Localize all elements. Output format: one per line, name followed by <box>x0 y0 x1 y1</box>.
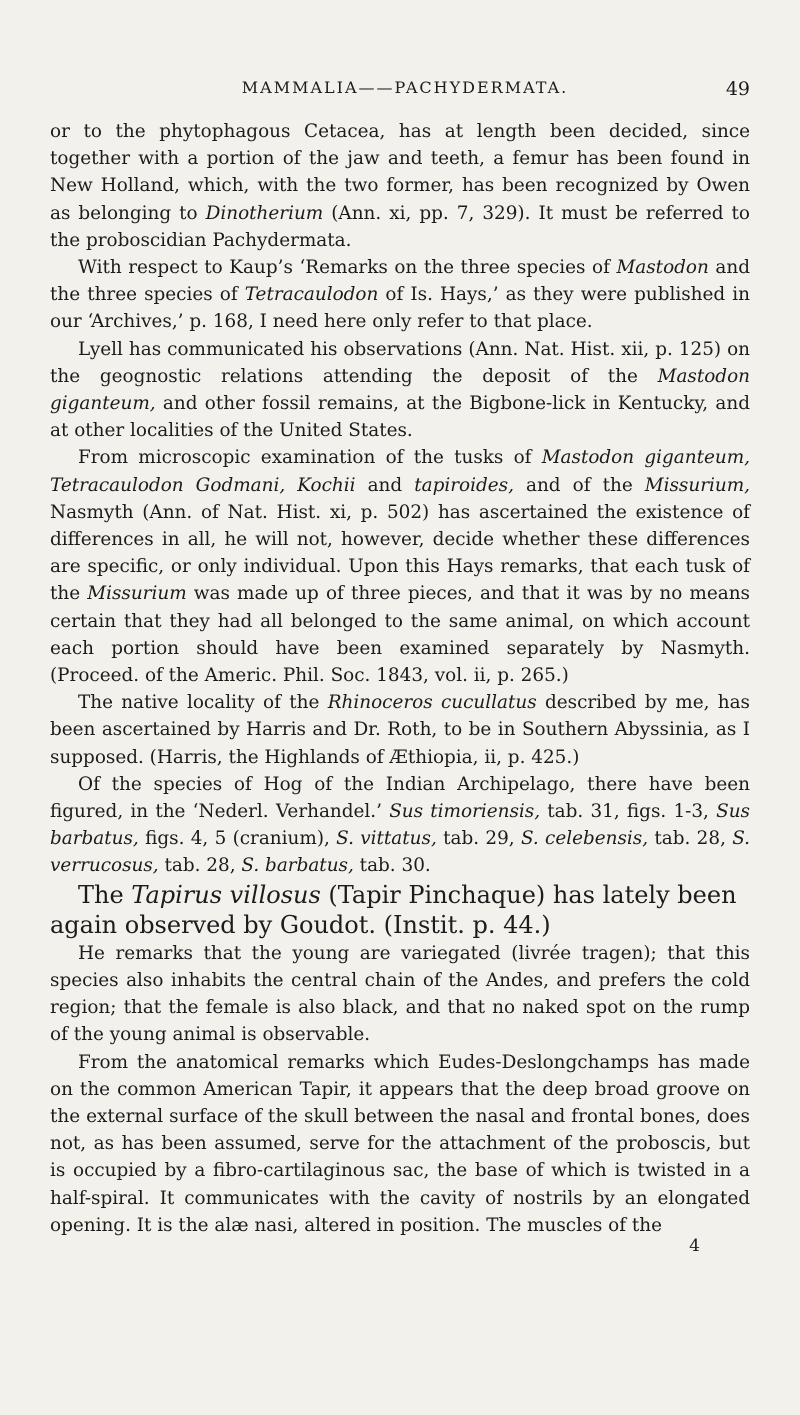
taxon-name: Tetracaulodon <box>244 284 379 306</box>
taxon-name: Missurium <box>87 583 187 605</box>
section-heading: The Tapirus villosus (Tapir Pinchaque) has lately been again observed by Goudot. (Instit. p. 44.) <box>50 880 737 939</box>
taxon-name: Dinotherium <box>205 202 324 224</box>
taxon-name: Mastodon <box>616 257 709 279</box>
paragraph-4: From microscopic examination of the tusks of Mastodon giganteum, Tetracaulodon Godmani, Kochii and tapiroides, and of the Missurium, Nasmyth (Ann. of Nat. Hist. xi, p. 502) has ascertained the existence of differences in all, he will not, however, decide whether these differences are specific, or only individual. Upon this Hays remarks, that each tusk of the Missurium was made up of three pieces, and that it was by no means certain that they had all belonged to the same animal, on which account each portion should have been examined separately by Nasmyth. (Proceed. of the Americ. Phil. Soc. 1843, vol. ii, p. 265.) <box>50 447 751 687</box>
taxon-name: Tapirus villosus <box>131 880 321 909</box>
page-number: 49 <box>725 78 750 100</box>
paragraph-1: or to the phytophagous Cetacea, has at length been decided, since together with a portion of the jaw and teeth, a femur has been found in New Holland, which, with the two former, has been recognized by Owen as belonging to Dinotherium (Ann. xi, pp. 7, 329). It must be referred to the proboscidian Pachydermata. <box>50 121 750 251</box>
taxon-name: S. verrucosus, <box>50 828 751 877</box>
taxon-name: Rhinoceros cucullatus <box>327 692 537 714</box>
paragraph-6: Of the species of Hog of the Indian Archipelago, there have been figured, in the ‘Nederl. Verhandel.’ Sus timoriensis, tab. 31, figs. 1-3, Sus barbatus, figs. 4, 5 (cranium), S. vittatus, tab. 29, S. celebensis, tab. 28, S. verrucosus, tab. 28, S. barbatus, tab. 30. <box>50 773 751 877</box>
taxon-name: Sus barbatus, <box>50 801 750 850</box>
taxon-name: Mastodon giganteum, Tetracaulodon Godmani, Kochii <box>50 447 750 496</box>
paragraph-2: With respect to Kaup’s ‘Remarks on the three species of Mastodon and the three species of Tetracaulodon of Is. Hays,’ as they were published in our ‘Archives,’ p. 168, I need here only refer to that place. <box>50 257 750 333</box>
signature-mark: 4 <box>689 1235 700 1256</box>
taxon-name: tapiroides, <box>414 474 514 496</box>
taxon-name: S. celebensis, <box>520 828 649 850</box>
paragraph-8: From the anatomical remarks which Eudes-Deslongchamps has made on the common American Tapir, it appears that the deep broad groove on the external surface of the skull between the nasal and frontal bones, does not, as has been assumed, serve for the attachment of the proboscis, but is occupied by a fibro-cartilaginous sac, the base of which is twisted in a half-spiral. It communicates with the cavity of nostrils by an elongated opening. It is the alæ nasi, altered in position. The muscles of the <box>50 1051 750 1236</box>
paragraph-7: He remarks that the young are variegated (livrée tragen); that this species also inhabits the central chain of the Andes, and prefers the cold region; that the female is also black, and that no naked spot on the rump of the young animal is observable. <box>50 942 750 1046</box>
paragraph-3: Lyell has communicated his observations (Ann. Nat. Hist. xii, p. 125) on the geognostic relations attending the deposit of the Mastodon giganteum, and other fossil remains, at the Bigbone-lick in Kentucky, and at other localities of the United States. <box>50 338 750 442</box>
taxon-name: Missurium, <box>644 474 751 496</box>
taxon-name: S. barbatus, <box>241 855 354 877</box>
page-header <box>50 78 750 118</box>
taxon-name: S. vittatus, <box>336 828 437 850</box>
running-title: MAMMALIA——PACHYDERMATA. <box>241 78 569 97</box>
paragraph-5: The native locality of the Rhinoceros cucullatus described by me, has been ascertained by Harris and Dr. Roth, to be in Southern Abyssinia, as I supposed. (Harris, the Highlands of Æthiopia, ii, p. 425.) <box>50 692 750 768</box>
taxon-name: Sus timoriensis, <box>389 801 541 823</box>
body-text <box>50 118 750 1239</box>
taxon-name: Mastodon giganteum, <box>50 365 750 415</box>
